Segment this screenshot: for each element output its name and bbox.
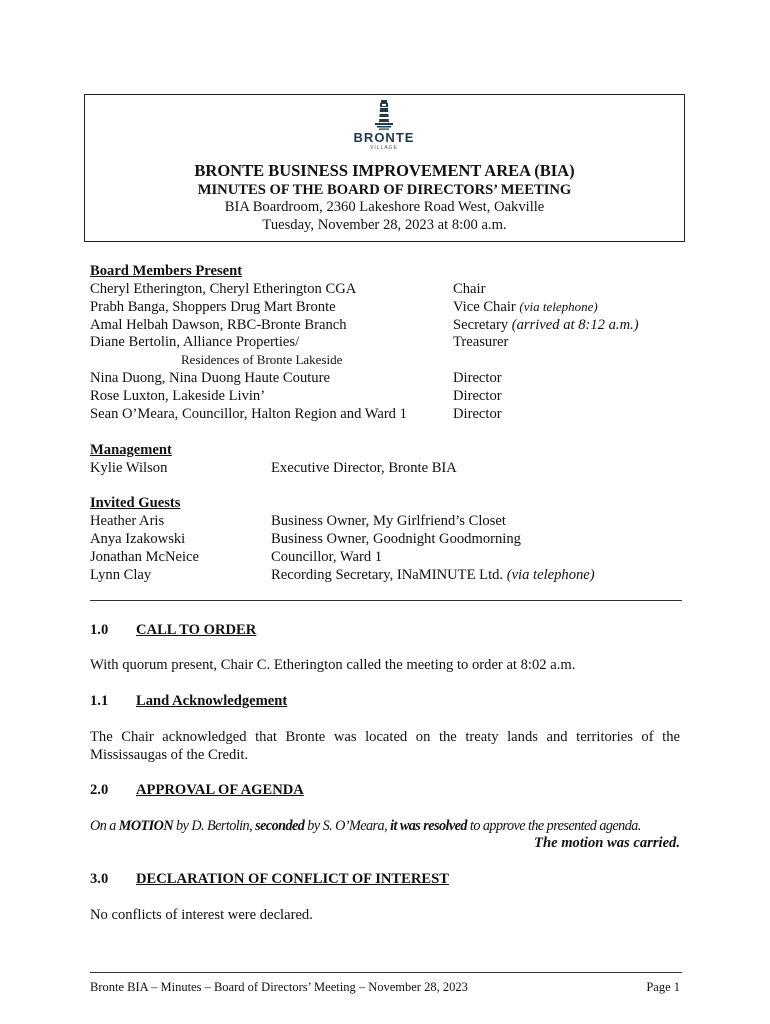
motion-result: The motion was carried. bbox=[534, 835, 680, 851]
guest-role: Councillor, Ward 1 bbox=[271, 549, 383, 565]
member-name: Cheryl Etherington, Cheryl Etherington CGA bbox=[90, 281, 357, 297]
logo-wordmark: BRONTE bbox=[353, 130, 415, 145]
section-heading: CALL TO ORDER bbox=[136, 622, 257, 638]
section-text: With quorum present, Chair C. Etherington called the meeting to order at 8:02 a.m. bbox=[90, 657, 576, 673]
section-heading: APPROVAL OF AGENDA bbox=[136, 782, 304, 798]
member-role: Treasurer bbox=[453, 334, 509, 350]
section-heading: Land Acknowledgement bbox=[136, 693, 288, 709]
lighthouse-icon bbox=[374, 100, 394, 130]
section-text: No conflicts of interest were declared. bbox=[90, 907, 313, 923]
guest-role: Business Owner, Goodnight Goodmorning bbox=[271, 531, 521, 547]
member-role: Secretary (arrived at 8:12 a.m.) bbox=[453, 317, 639, 333]
section-text: The Chair acknowledged that Bronte was located on the treaty lands and territories of the Mississaugas of the Credit. bbox=[90, 729, 680, 763]
guest-name: Anya Izakowski bbox=[90, 531, 186, 547]
management-name: Kylie Wilson bbox=[90, 460, 168, 476]
logo-subtext: VILLAGE bbox=[370, 145, 398, 151]
guests-heading: Invited Guests bbox=[90, 495, 181, 511]
section-number: 1.0 bbox=[90, 622, 109, 638]
section-number: 3.0 bbox=[90, 871, 109, 887]
member-role: Director bbox=[453, 370, 502, 386]
member-name: Amal Helbah Dawson, RBC-Bronte Branch bbox=[90, 317, 347, 333]
meeting-location: BIA Boardroom, 2360 Lakeshore Road West, Oakville bbox=[224, 199, 545, 215]
board-members-heading: Board Members Present bbox=[90, 263, 243, 279]
guest-name: Jonathan McNeice bbox=[90, 549, 200, 565]
management-role: Executive Director, Bronte BIA bbox=[271, 460, 457, 476]
section-divider bbox=[90, 600, 682, 601]
motion-text: On a MOTION by D. Bertolin, seconded by S. O’Meara, it was resolved to approve the presented agenda. bbox=[90, 818, 641, 834]
guest-role: Business Owner, My Girlfriend’s Closet bbox=[271, 513, 506, 529]
document-title: BRONTE BUSINESS IMPROVEMENT AREA (BIA) bbox=[194, 161, 575, 180]
management-heading: Management bbox=[90, 442, 172, 458]
guest-name: Heather Aris bbox=[90, 513, 165, 529]
member-name: Sean O’Meara, Councillor, Halton Region and Ward 1 bbox=[90, 406, 407, 422]
member-name: Diane Bertolin, Alliance Properties/ bbox=[90, 334, 300, 350]
footer-divider bbox=[90, 972, 682, 973]
bronte-logo bbox=[342, 100, 426, 158]
section-number: 1.1 bbox=[90, 693, 109, 709]
member-role: Director bbox=[453, 406, 502, 422]
member-name: Nina Duong, Nina Duong Haute Couture bbox=[90, 370, 330, 386]
member-name: Prabh Banga, Shoppers Drug Mart Bronte bbox=[90, 299, 336, 315]
member-role: Director bbox=[453, 388, 502, 404]
member-name: Rose Luxton, Lakeside Livin’ bbox=[90, 388, 266, 404]
member-role: Vice Chair (via telephone) bbox=[453, 299, 598, 315]
meeting-datetime: Tuesday, November 28, 2023 at 8:00 a.m. bbox=[262, 217, 507, 233]
guest-role: Recording Secretary, INaMINUTE Ltd. (via telephone) bbox=[271, 567, 595, 583]
footer-text: Bronte BIA – Minutes – Board of Directors’ Meeting – November 28, 2023 bbox=[90, 980, 468, 994]
page-number: Page 1 bbox=[646, 980, 680, 994]
member-continuation: Residences of Bronte Lakeside bbox=[181, 352, 343, 367]
section-number: 2.0 bbox=[90, 782, 109, 798]
section-heading: DECLARATION OF CONFLICT OF INTEREST bbox=[136, 871, 450, 887]
document-subtitle: MINUTES OF THE BOARD OF DIRECTORS’ MEETING bbox=[197, 182, 572, 198]
member-role: Chair bbox=[453, 281, 486, 297]
guest-name: Lynn Clay bbox=[90, 567, 152, 583]
